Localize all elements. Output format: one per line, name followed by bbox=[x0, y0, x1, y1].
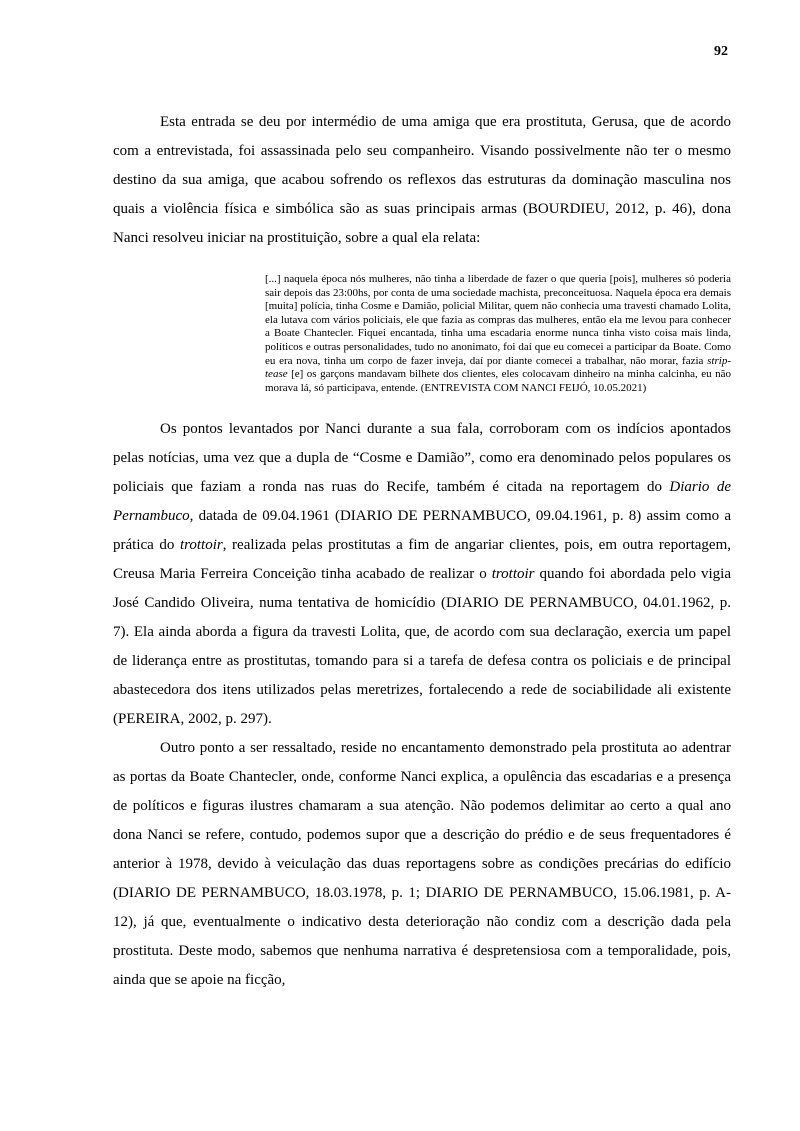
paragraph: Esta entrada se deu por intermédio de uma amiga que era prostituta, Gerusa, que de acordo com a entrevistada, foi assassinada pelo seu companheiro. Visando possivelmente não ter o mesmo destino da sua amiga, que acabou sofrendo os reflexos das estruturas da dominação masculina nos quais a violência física e simbólica são as suas principais armas (BOURDIEU, 2012, p. 46), dona Nanci resolveu iniciar na prostituição, sobre a qual ela relata: bbox=[113, 114, 731, 246]
page-body bbox=[113, 108, 731, 995]
page-number: 92 bbox=[714, 44, 728, 59]
paragraph: Os pontos levantados por Nanci durante a sua fala, corroboram com os indícios apontados pelas notícias, uma vez que a dupla de “Cosme e Damião”, como era denominado pelos populares os policiais que faziam a ronda nas ruas do Recife, também é citada na reportagem do Diario de Pernambuco, datada de 09.04.1961 (DIARIO DE PERNAMBUCO, 09.04.1961, p. 8) assim como a prática do trottoir, realizada pelas prostitutas a fim de angariar clientes, pois, em outra reportagem, Creusa Maria Ferreira Conceição tinha acabado de realizar o trottoir quando foi abordada pelo vigia José Candido Oliveira, numa tentativa de homicídio (DIARIO DE PERNAMBUCO, 04.01.1962, p. 7). Ela ainda aborda a figura da travesti Lolita, que, de acordo com sua declaração, exercia um papel de liderança entre as prostitutas, tomando para si a tarefa de defesa contra os policiais e de principal abastecedora dos itens utilizados pelas meretrizes, fortalecendo a rede de sociabilidade ali existente (PEREIRA, 2002, p. 297). bbox=[113, 421, 731, 728]
block-quote: [...] naquela época nós mulheres, não tinha a liberdade de fazer o que queria [pois], mulheres só poderia sair depois das 23:00hs, por conta de uma sociedade machista, preconceituosa. Naquela época era demais [muita] polícia, tinha Cosme e Damião, policial Militar, quem não conhecia uma travesti chamado Lolita, ela lutava com vários policiais, ele que fazia as compras das mulheres, então ela me levou para conhecer a Boate Chantecler. Fiquei encantada, tinha uma escadaria enorme nunca tinha visto coisa mais linda, políticos e outras personalidades, tudo no anonimato, foi daí que eu comecei a participar da Boate. Como eu era nova, tinha um corpo de fazer inveja, daí por diante comecei a trabalhar, não morar, fazia strip-tease [e] os garçons mandavam bilhete dos clientes, eles colocavam dinheiro na minha calcinha, eu não morava lá, só participava, entende. (ENTREVISTA COM NANCI FEIJÓ, 10.05.2021) bbox=[265, 273, 731, 394]
paragraph: Outro ponto a ser ressaltado, reside no encantamento demonstrado pela prostituta ao adentrar as portas da Boate Chantecler, onde, conforme Nanci explica, a opulência das escadarias e a presença de políticos e figuras ilustres chamaram a sua atenção. Não podemos delimitar ao certo a qual ano dona Nanci se refere, contudo, podemos supor que a descrição do prédio e de seus frequentadores é anterior à 1978, devido à veiculação das duas reportagens sobre as condições precárias do edifício (DIARIO DE PERNAMBUCO, 18.03.1978, p. 1; DIARIO DE PERNAMBUCO, 15.06.1981, p. A-12), já que, eventualmente o indicativo desta deterioração não condiz com a descrição dada pela prostituta. Deste modo, sabemos que nenhuma narrativa é despretensiosa com a temporalidade, pois, ainda que se apoie na ficção, bbox=[113, 740, 731, 989]
